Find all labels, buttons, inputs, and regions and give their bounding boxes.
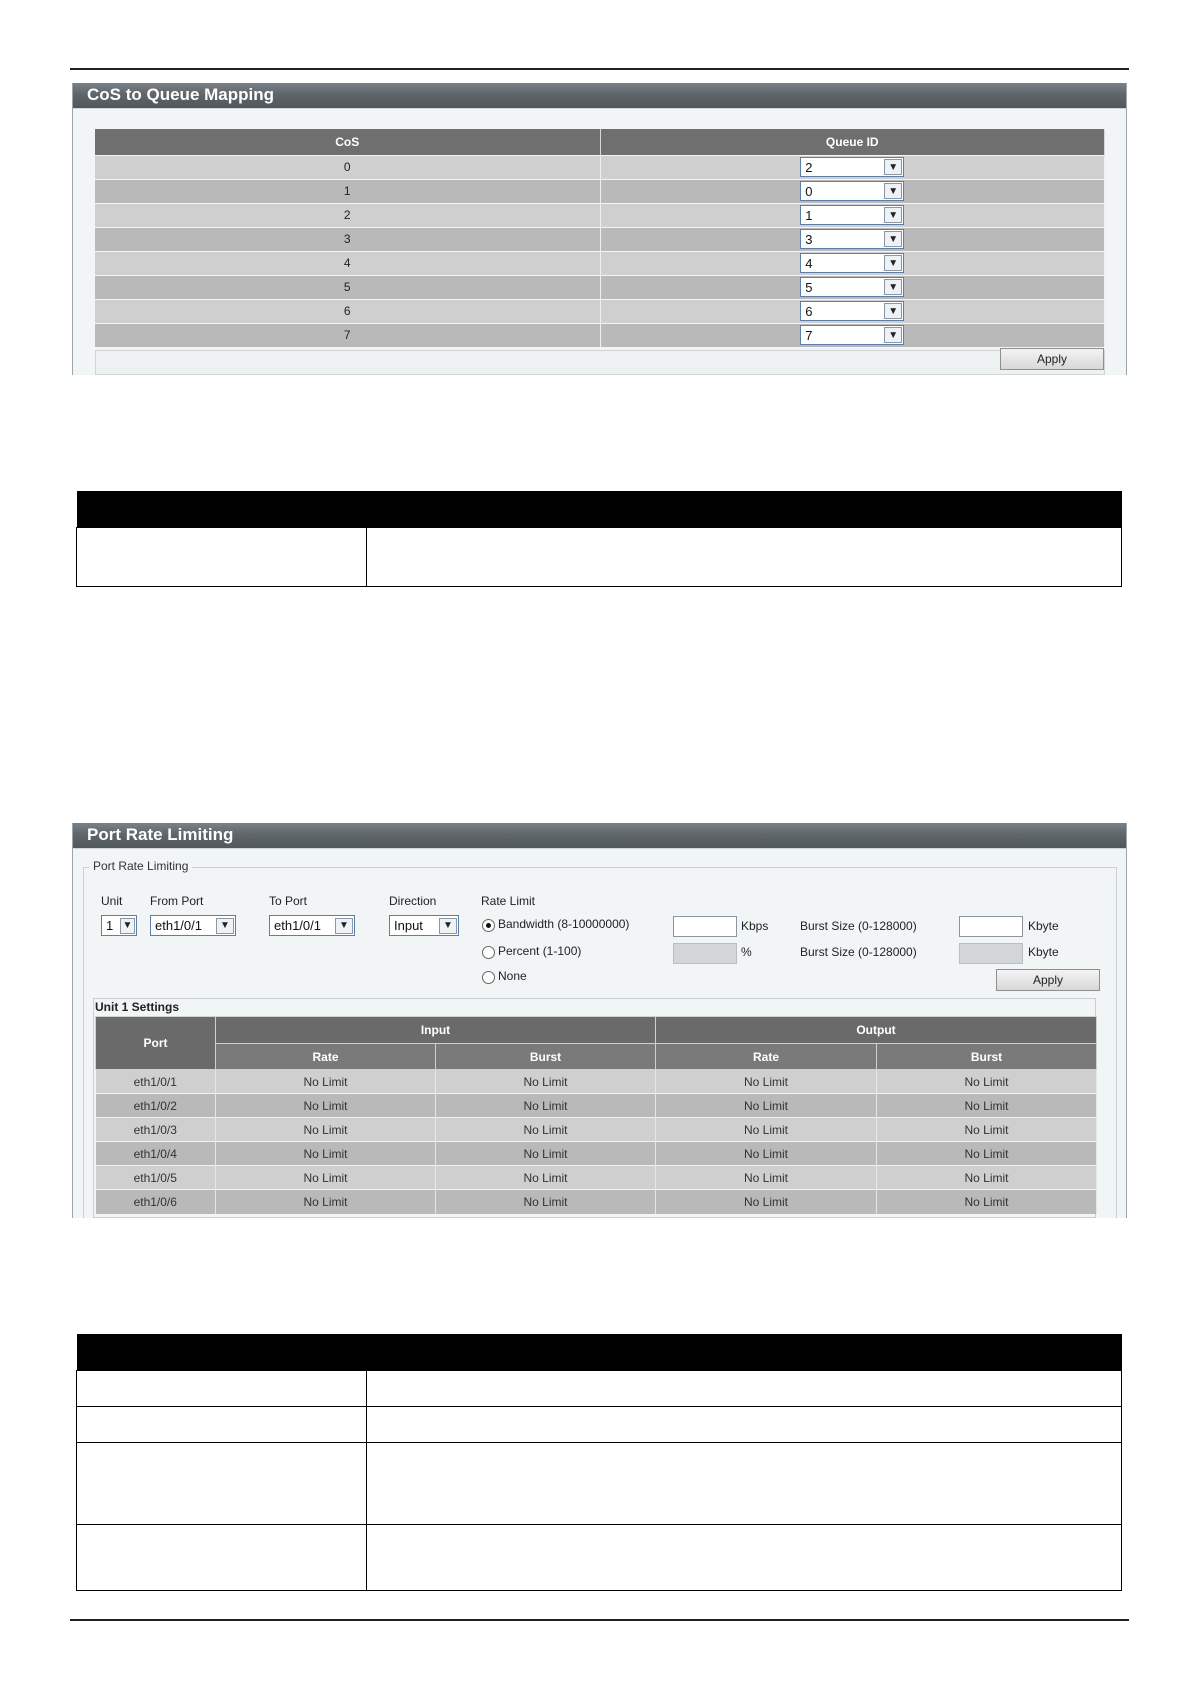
queue-id-value: 7	[805, 327, 813, 343]
to-port-select[interactable]	[269, 915, 355, 936]
from-port-value: eth1/0/1	[155, 918, 202, 933]
cos-queue-table	[95, 129, 1105, 347]
percent-label: Percent (1-100)	[498, 944, 582, 958]
queue-id-select[interactable]	[800, 325, 904, 345]
column-header-queue-id: Queue ID	[600, 129, 1105, 155]
out-rate-cell: No Limit	[656, 1190, 877, 1214]
queue-id-select[interactable]	[800, 181, 904, 201]
in-rate-cell: No Limit	[216, 1070, 436, 1094]
queue-cell	[600, 299, 1105, 323]
queue-id-select[interactable]	[800, 301, 904, 321]
top-rule	[70, 68, 1129, 70]
queue-cell	[600, 179, 1105, 203]
port-cell: eth1/0/1	[96, 1070, 216, 1094]
port-rate-table	[95, 1016, 1097, 1214]
table-row	[95, 275, 1105, 299]
to-port-value: eth1/0/1	[274, 918, 321, 933]
queue-cell	[600, 227, 1105, 251]
out-burst-cell: No Limit	[877, 1118, 1097, 1142]
out-rate-cell: No Limit	[656, 1118, 877, 1142]
table-row	[95, 155, 1105, 179]
in-rate-cell: No Limit	[216, 1190, 436, 1214]
out-rate-cell: No Limit	[656, 1070, 877, 1094]
column-header-cos: CoS	[95, 129, 600, 155]
chevron-down-icon: ▼	[884, 255, 902, 271]
out-rate-cell: No Limit	[656, 1142, 877, 1166]
apply-button[interactable]: Apply	[1000, 348, 1104, 370]
in-rate-cell: No Limit	[216, 1118, 436, 1142]
parameter-table-2	[76, 1334, 1122, 1591]
table-footer	[95, 350, 1105, 375]
port-cell: eth1/0/5	[96, 1166, 216, 1190]
cos-value: 6	[95, 299, 600, 323]
column-header-input-rate: Rate	[216, 1044, 436, 1070]
column-header-output: Output	[656, 1017, 1097, 1044]
queue-id-select[interactable]	[800, 205, 904, 225]
chevron-down-icon: ▼	[216, 918, 234, 934]
unit-value: 1	[106, 918, 114, 933]
direction-label: Direction	[389, 894, 437, 908]
in-burst-cell: No Limit	[436, 1142, 656, 1166]
in-burst-cell: No Limit	[436, 1190, 656, 1214]
queue-cell	[600, 251, 1105, 275]
kbyte-unit-2: Kbyte	[1028, 945, 1059, 959]
port-rate-limiting-panel	[72, 823, 1127, 1218]
cos-queue-panel	[72, 83, 1127, 375]
to-port-label: To Port	[269, 894, 308, 908]
from-port-select[interactable]	[150, 915, 236, 936]
in-rate-cell: No Limit	[216, 1142, 436, 1166]
unit-select[interactable]	[101, 915, 137, 936]
chevron-down-icon: ▼	[884, 303, 902, 319]
bandwidth-label: Bandwidth (8-10000000)	[498, 917, 630, 931]
kbyte-unit: Kbyte	[1028, 919, 1059, 933]
port-cell: eth1/0/4	[96, 1142, 216, 1166]
kbps-unit: Kbps	[741, 919, 769, 933]
port-cell: eth1/0/3	[96, 1118, 216, 1142]
in-burst-cell: No Limit	[436, 1166, 656, 1190]
percent-burst-size-input[interactable]	[959, 943, 1023, 964]
queue-cell	[600, 323, 1105, 347]
chevron-down-icon: ▼	[884, 183, 902, 199]
out-burst-cell: No Limit	[877, 1070, 1097, 1094]
in-rate-cell: No Limit	[216, 1166, 436, 1190]
in-burst-cell: No Limit	[436, 1094, 656, 1118]
queue-id-select[interactable]	[800, 277, 904, 297]
queue-cell	[600, 275, 1105, 299]
from-port-label: From Port	[150, 894, 204, 908]
burst-size-input[interactable]	[959, 916, 1023, 937]
table-row	[95, 251, 1105, 275]
out-burst-cell: No Limit	[877, 1166, 1097, 1190]
queue-cell	[600, 203, 1105, 227]
column-header-output-rate: Rate	[656, 1044, 877, 1070]
table-row	[96, 1190, 1097, 1214]
queue-id-select[interactable]	[800, 157, 904, 177]
none-radio[interactable]	[482, 971, 495, 984]
queue-id-value: 4	[805, 255, 813, 271]
out-burst-cell: No Limit	[877, 1094, 1097, 1118]
direction-select[interactable]	[389, 915, 459, 936]
in-burst-cell: No Limit	[436, 1070, 656, 1094]
chevron-down-icon: ▼	[439, 918, 457, 934]
burst-size-label: Burst Size (0-128000)	[800, 919, 917, 933]
table-row	[96, 1070, 1097, 1094]
cos-value: 2	[95, 203, 600, 227]
cos-value: 3	[95, 227, 600, 251]
in-rate-cell: No Limit	[216, 1094, 436, 1118]
queue-id-value: 1	[805, 207, 813, 223]
port-cell: eth1/0/2	[96, 1094, 216, 1118]
bottom-rule	[70, 1619, 1129, 1621]
out-rate-cell: No Limit	[656, 1094, 877, 1118]
bandwidth-radio[interactable]	[482, 919, 495, 932]
percent-input[interactable]	[673, 943, 737, 964]
table-row	[95, 227, 1105, 251]
column-header-input: Input	[216, 1017, 656, 1044]
queue-cell	[600, 155, 1105, 179]
in-burst-cell: No Limit	[436, 1118, 656, 1142]
table-row	[95, 323, 1105, 347]
chevron-down-icon: ▼	[884, 207, 902, 223]
unit-label: Unit	[101, 894, 123, 908]
queue-id-value: 2	[805, 159, 813, 175]
queue-id-value: 3	[805, 231, 813, 247]
chevron-down-icon: ▼	[884, 231, 902, 247]
out-burst-cell: No Limit	[877, 1142, 1097, 1166]
cos-value: 5	[95, 275, 600, 299]
cos-value: 4	[95, 251, 600, 275]
column-header-output-burst: Burst	[877, 1044, 1097, 1070]
bandwidth-input[interactable]	[673, 916, 737, 937]
rate-limit-label: Rate Limit	[481, 894, 536, 908]
percent-unit: %	[741, 945, 752, 959]
column-header-port: Port	[96, 1017, 216, 1070]
out-rate-cell: No Limit	[656, 1166, 877, 1190]
table-row	[96, 1166, 1097, 1190]
parameter-table	[76, 491, 1122, 587]
chevron-down-icon: ▼	[335, 918, 353, 934]
chevron-down-icon: ▼	[884, 327, 902, 343]
queue-id-value: 5	[805, 279, 813, 295]
apply-button[interactable]: Apply	[996, 969, 1100, 991]
direction-value: Input	[394, 918, 423, 933]
unit-settings-title: Unit 1 Settings	[95, 1000, 180, 1014]
percent-radio[interactable]	[482, 946, 495, 959]
queue-id-value: 6	[805, 303, 813, 319]
out-burst-cell: No Limit	[877, 1190, 1097, 1214]
cos-value: 0	[95, 155, 600, 179]
table-row	[95, 203, 1105, 227]
chevron-down-icon: ▼	[884, 279, 902, 295]
chevron-down-icon: ▼	[120, 918, 135, 934]
panel-title: CoS to Queue Mapping	[73, 83, 1126, 109]
cos-value: 1	[95, 179, 600, 203]
column-header-input-burst: Burst	[436, 1044, 656, 1070]
queue-id-value: 0	[805, 183, 813, 199]
fieldset-legend: Port Rate Limiting	[89, 859, 192, 873]
chevron-down-icon: ▼	[884, 159, 902, 175]
queue-id-select[interactable]	[800, 229, 904, 249]
table-row	[95, 179, 1105, 203]
table-row	[96, 1118, 1097, 1142]
table-row	[96, 1142, 1097, 1166]
cos-value: 7	[95, 323, 600, 347]
queue-id-select[interactable]	[800, 253, 904, 273]
table-row	[96, 1094, 1097, 1118]
table-row	[95, 299, 1105, 323]
port-cell: eth1/0/6	[96, 1190, 216, 1214]
burst-size-label-2: Burst Size (0-128000)	[800, 945, 917, 959]
panel-title: Port Rate Limiting	[73, 823, 1126, 849]
none-label: None	[498, 969, 527, 983]
